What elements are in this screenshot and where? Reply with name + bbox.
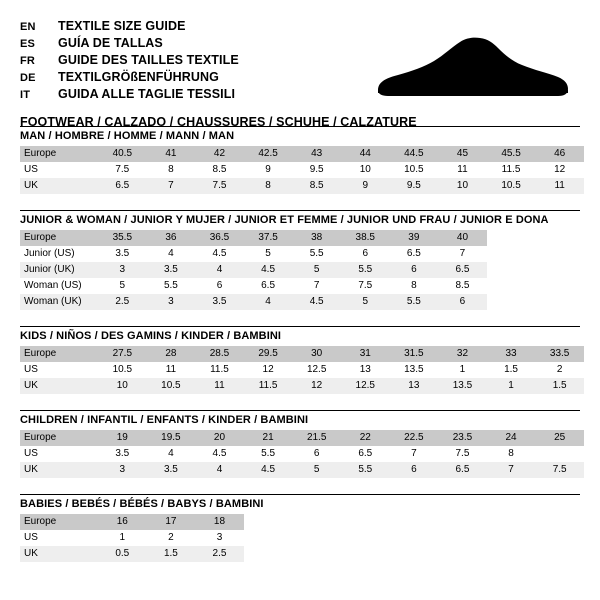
size-cell: 24 (487, 430, 536, 446)
row-label: Junior (UK) (20, 262, 98, 278)
size-cell: 5.5 (341, 262, 390, 278)
table-row (20, 430, 584, 446)
table-row (20, 294, 584, 310)
size-cell (487, 294, 536, 310)
row-label: Woman (UK) (20, 294, 98, 310)
size-cell (487, 246, 536, 262)
size-cell: 37.5 (244, 230, 293, 246)
size-cell: 19.5 (147, 430, 196, 446)
size-cell: 22.5 (390, 430, 439, 446)
size-cell: 19 (98, 430, 147, 446)
size-cell-empty (244, 530, 293, 546)
size-table (20, 430, 584, 478)
size-cell: 8.5 (195, 162, 244, 178)
size-cell: 12.5 (341, 378, 390, 394)
size-cell: 11 (535, 178, 584, 194)
group-title: MAN / HOMBRE / HOMME / MANN / MAN (20, 130, 235, 142)
language-code: ES (20, 38, 36, 50)
language-code: IT (20, 89, 31, 101)
size-cell: 27.5 (98, 346, 147, 362)
size-cell: 8 (487, 446, 536, 462)
size-cell: 13 (390, 378, 439, 394)
size-cell: 12 (292, 378, 341, 394)
group-title: BABIES / BEBÉS / BÉBÉS / BABYS / BAMBINI (20, 498, 264, 510)
size-cell: 3 (98, 462, 147, 478)
row-label: Europe (20, 346, 98, 362)
size-cell: 2 (147, 530, 196, 546)
size-cell: 39 (390, 230, 439, 246)
size-cell: 11 (147, 362, 196, 378)
size-cell: 6 (292, 446, 341, 462)
size-cell: 6.5 (438, 262, 487, 278)
language-code: DE (20, 72, 36, 84)
group-title: JUNIOR & WOMAN / JUNIOR Y MUJER / JUNIOR ET FEMME / JUNIOR UND FRAU / JUNIOR E DONA (20, 214, 549, 226)
size-cell-empty (438, 514, 487, 530)
size-cell: 12 (535, 162, 584, 178)
size-cell: 1 (487, 378, 536, 394)
size-cell: 16 (98, 514, 147, 530)
size-cell: 46 (535, 146, 584, 162)
size-cell: 3.5 (195, 294, 244, 310)
size-cell-empty (535, 546, 584, 562)
size-cell-empty (438, 546, 487, 562)
table-row (20, 278, 584, 294)
language-title: TEXTILE SIZE GUIDE (58, 19, 186, 33)
table-row (20, 346, 584, 362)
size-group-kids (20, 326, 580, 394)
size-cell: 6 (390, 462, 439, 478)
size-cell: 5.5 (341, 462, 390, 478)
size-cell (487, 262, 536, 278)
size-cell: 11 (438, 162, 487, 178)
size-cell: 1.5 (487, 362, 536, 378)
size-cell: 4.5 (244, 462, 293, 478)
group-header (20, 326, 580, 342)
table-row (20, 230, 584, 246)
size-cell-empty (244, 514, 293, 530)
size-cell: 44 (341, 146, 390, 162)
size-cell: 45 (438, 146, 487, 162)
size-cell: 5 (244, 246, 293, 262)
size-cell-empty (487, 514, 536, 530)
size-cell: 3 (147, 294, 196, 310)
size-cell: 10.5 (98, 362, 147, 378)
table-row (20, 246, 584, 262)
size-cell: 6 (438, 294, 487, 310)
size-group-junior-woman (20, 210, 580, 310)
size-cell: 4.5 (195, 246, 244, 262)
size-group-children (20, 410, 580, 478)
size-cell: 38 (292, 230, 341, 246)
language-row (20, 18, 580, 35)
language-title: TEXTILGRÖßENFÜHRUNG (58, 70, 219, 84)
size-cell: 10.5 (390, 162, 439, 178)
size-cell: 40.5 (98, 146, 147, 162)
table-row (20, 362, 584, 378)
row-label: Europe (20, 146, 98, 162)
size-cell: 3.5 (147, 262, 196, 278)
size-cell-empty (390, 530, 439, 546)
size-cell: 5 (292, 462, 341, 478)
size-cell: 4.5 (292, 294, 341, 310)
size-cell: 4 (195, 462, 244, 478)
size-cell: 11.5 (195, 362, 244, 378)
size-cell: 7 (292, 278, 341, 294)
size-cell: 7 (147, 178, 196, 194)
size-cell: 40 (438, 230, 487, 246)
size-cell: 13.5 (390, 362, 439, 378)
size-cell: 23.5 (438, 430, 487, 446)
size-cell: 11.5 (244, 378, 293, 394)
size-cell (535, 278, 584, 294)
size-cell: 22 (341, 430, 390, 446)
size-cell: 9.5 (292, 162, 341, 178)
table-row (20, 530, 584, 546)
size-cell: 33 (487, 346, 536, 362)
group-header (20, 210, 580, 226)
size-group-babies (20, 494, 580, 562)
size-cell-empty (438, 530, 487, 546)
size-group-man (20, 126, 580, 194)
size-cell: 4 (195, 262, 244, 278)
size-cell: 33.5 (535, 346, 584, 362)
size-cell-empty (292, 546, 341, 562)
size-cell-empty (341, 546, 390, 562)
size-cell-empty (341, 530, 390, 546)
size-cell: 7 (390, 446, 439, 462)
size-cell: 7.5 (438, 446, 487, 462)
language-code: EN (20, 21, 36, 33)
size-cell: 4 (147, 446, 196, 462)
size-cell-empty (341, 514, 390, 530)
size-cell: 21 (244, 430, 293, 446)
size-cell: 13 (341, 362, 390, 378)
size-cell: 7.5 (535, 462, 584, 478)
size-cell: 17 (147, 514, 196, 530)
size-cell: 3.5 (98, 246, 147, 262)
size-cell (535, 246, 584, 262)
row-label: Europe (20, 430, 98, 446)
size-cell: 3 (98, 262, 147, 278)
size-cell: 5 (341, 294, 390, 310)
size-cell: 45.5 (487, 146, 536, 162)
size-cell: 0.5 (98, 546, 147, 562)
size-cell: 6.5 (341, 446, 390, 462)
size-cell (487, 278, 536, 294)
size-cell: 6.5 (98, 178, 147, 194)
row-label: Europe (20, 514, 98, 530)
size-cell: 6 (195, 278, 244, 294)
table-row (20, 514, 584, 530)
size-table (20, 514, 584, 562)
size-cell-empty (390, 514, 439, 530)
size-cell: 32 (438, 346, 487, 362)
size-cell: 6.5 (390, 246, 439, 262)
row-label: UK (20, 378, 98, 394)
size-cell: 44.5 (390, 146, 439, 162)
group-title: KIDS / NIÑOS / DES GAMINS / KINDER / BAMBINI (20, 330, 282, 342)
table-row (20, 378, 584, 394)
size-cell: 6 (390, 262, 439, 278)
group-header (20, 410, 580, 426)
size-cell: 31 (341, 346, 390, 362)
group-header (20, 494, 580, 510)
size-cell-empty (535, 514, 584, 530)
size-cell: 7.5 (98, 162, 147, 178)
size-cell: 7.5 (195, 178, 244, 194)
size-cell-empty (244, 546, 293, 562)
size-cell: 11 (195, 378, 244, 394)
size-cell: 41 (147, 146, 196, 162)
size-cell: 8 (244, 178, 293, 194)
size-cell: 36.5 (195, 230, 244, 246)
size-cell: 10.5 (147, 378, 196, 394)
table-row (20, 162, 584, 178)
size-cell: 5 (292, 262, 341, 278)
size-cell (535, 446, 584, 462)
size-cell: 8.5 (292, 178, 341, 194)
size-cell: 3.5 (147, 462, 196, 478)
row-label: UK (20, 546, 98, 562)
size-cell: 2.5 (98, 294, 147, 310)
row-label: US (20, 162, 98, 178)
size-cell-empty (487, 530, 536, 546)
row-label: US (20, 362, 98, 378)
size-cell: 6.5 (438, 462, 487, 478)
row-label: Europe (20, 230, 98, 246)
language-title: GUIDA ALLE TAGLIE TESSILI (58, 87, 236, 101)
size-table (20, 230, 584, 310)
size-cell: 10 (341, 162, 390, 178)
size-cell: 11.5 (487, 162, 536, 178)
size-cell: 9 (244, 162, 293, 178)
size-cell: 8 (390, 278, 439, 294)
size-cell: 7 (487, 462, 536, 478)
size-cell: 12 (244, 362, 293, 378)
size-cell: 13.5 (438, 378, 487, 394)
size-cell: 10.5 (487, 178, 536, 194)
table-row (20, 546, 584, 562)
size-cell-empty (292, 530, 341, 546)
size-cell (487, 230, 536, 246)
size-cell: 25 (535, 430, 584, 446)
size-cell-empty (535, 530, 584, 546)
size-table (20, 146, 584, 194)
size-cell-empty (292, 514, 341, 530)
size-cell: 8 (147, 162, 196, 178)
size-cell: 5.5 (147, 278, 196, 294)
size-cell-empty (390, 546, 439, 562)
size-cell: 2.5 (195, 546, 244, 562)
size-cell: 5 (98, 278, 147, 294)
size-cell: 9.5 (390, 178, 439, 194)
size-cell: 6 (341, 246, 390, 262)
size-cell: 1.5 (535, 378, 584, 394)
size-cell: 7.5 (341, 278, 390, 294)
page-title: FOOTWEAR / CALZADO / CHAUSSURES / SCHUHE / CALZATURE (20, 115, 417, 129)
size-cell: 6.5 (244, 278, 293, 294)
row-label: UK (20, 462, 98, 478)
size-cell: 7 (438, 246, 487, 262)
size-cell-empty (487, 546, 536, 562)
size-cell: 8.5 (438, 278, 487, 294)
size-cell: 3 (195, 530, 244, 546)
size-table (20, 346, 584, 394)
size-cell: 36 (147, 230, 196, 246)
size-cell (535, 230, 584, 246)
size-cell: 21.5 (292, 430, 341, 446)
size-cell: 10 (438, 178, 487, 194)
language-code: FR (20, 55, 36, 67)
size-cell: 4 (147, 246, 196, 262)
table-row (20, 178, 584, 194)
size-cell: 35.5 (98, 230, 147, 246)
size-cell: 5.5 (292, 246, 341, 262)
row-label: Junior (US) (20, 246, 98, 262)
size-cell: 42.5 (244, 146, 293, 162)
size-cell: 1.5 (147, 546, 196, 562)
size-cell: 18 (195, 514, 244, 530)
size-cell: 20 (195, 430, 244, 446)
size-cell: 28 (147, 346, 196, 362)
row-label: US (20, 446, 98, 462)
size-cell: 42 (195, 146, 244, 162)
size-cell: 12.5 (292, 362, 341, 378)
size-cell: 31.5 (390, 346, 439, 362)
table-row (20, 262, 584, 278)
size-cell: 4 (244, 294, 293, 310)
row-label: Woman (US) (20, 278, 98, 294)
size-cell: 30 (292, 346, 341, 362)
size-cell: 38.5 (341, 230, 390, 246)
size-cell: 2 (535, 362, 584, 378)
dress-shoe-icon (372, 34, 572, 104)
size-cell: 3.5 (98, 446, 147, 462)
size-cell: 4.5 (195, 446, 244, 462)
size-cell: 10 (98, 378, 147, 394)
group-title: CHILDREN / INFANTIL / ENFANTS / KINDER / BAMBINI (20, 414, 309, 426)
size-cell: 29.5 (244, 346, 293, 362)
table-row (20, 146, 584, 162)
language-title: GUIDE DES TAILLES TEXTILE (58, 53, 239, 67)
size-cell (535, 294, 584, 310)
size-cell: 28.5 (195, 346, 244, 362)
row-label: US (20, 530, 98, 546)
size-cell: 5.5 (390, 294, 439, 310)
language-title: GUÍA DE TALLAS (58, 36, 163, 50)
table-row (20, 446, 584, 462)
table-row (20, 462, 584, 478)
size-cell: 43 (292, 146, 341, 162)
size-cell: 9 (341, 178, 390, 194)
size-cell (535, 262, 584, 278)
row-label: UK (20, 178, 98, 194)
page-header (20, 18, 580, 129)
size-cell: 1 (98, 530, 147, 546)
size-cell: 1 (438, 362, 487, 378)
size-cell: 4.5 (244, 262, 293, 278)
size-cell: 5.5 (244, 446, 293, 462)
